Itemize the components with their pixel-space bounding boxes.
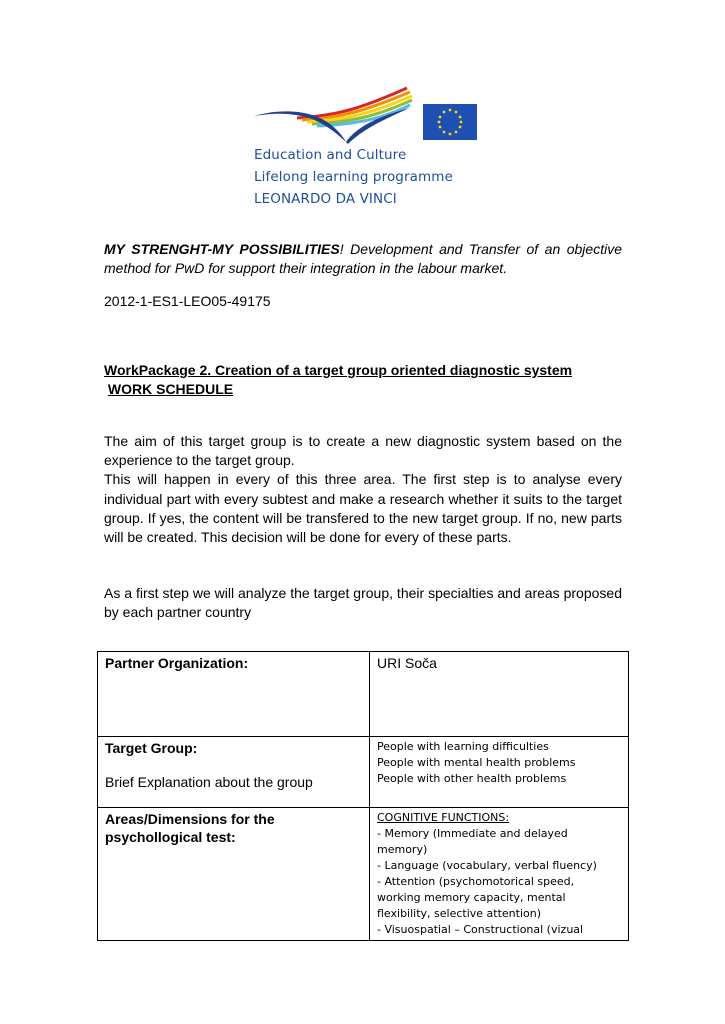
table-row [98, 808, 629, 941]
cognitive-function-item: - Language (vocabulary, verbal fluency) [377, 859, 597, 872]
table-cell-value [370, 652, 629, 737]
logo-text-line-1: Education and Culture [254, 147, 407, 163]
table-cell-label [98, 808, 370, 941]
table-row [98, 737, 629, 808]
table-cell-value [370, 808, 629, 941]
table-cell-value [370, 737, 629, 808]
workpackage-title: WorkPackage 2. Creation of a target group oriented diagnostic system [104, 362, 573, 378]
program-logo [242, 78, 482, 210]
project-title [104, 240, 622, 278]
table-cell-label [98, 737, 370, 808]
aim-paragraph [104, 432, 622, 547]
areas-dimensions-label: Areas/Dimensions for the psychollogical test: [105, 811, 275, 845]
target-group-explanation-label: Brief Explanation about the group [105, 774, 313, 790]
workpackage-subtitle [104, 380, 233, 399]
target-group-item: People with other health problems [377, 772, 567, 785]
process-sentence: This will happen in every of this three area. The first step is to analyse every individual part with every subtest and make a research whether it suits to the target group. If yes, the content will be transfered to the new target group. If no, new parts will be created. This decision will be done for every of these parts. [104, 471, 622, 546]
cognitive-functions-heading: COGNITIVE FUNCTIONS: [377, 811, 510, 824]
workpackage-subtitle-text: WORK SCHEDULE [107, 381, 234, 397]
table-cell-label [98, 652, 370, 737]
target-group-item: People with learning difficulties [377, 740, 549, 753]
project-title-emphasis: MY STRENGHT-MY POSSIBILITIES [104, 241, 340, 257]
project-code: 2012-1-ES1-LEO05-49175 [104, 293, 271, 309]
cognitive-function-item: - Memory (Immediate and delayed memory) [377, 827, 568, 856]
target-group-item: People with mental health problems [377, 756, 576, 769]
cognitive-function-item: - Attention (psychomotorical speed, working memory capacity, mental flexibility, selective attention) [377, 875, 575, 920]
target-group-label: Target Group: [105, 740, 198, 756]
partner-table [97, 651, 629, 941]
logo-text-line-3: LEONARDO DA VINCI [254, 191, 397, 207]
project-title-rest: ! Development and Transfer of an objective method for PwD for support their integration in the labour market. [104, 241, 622, 276]
first-step-paragraph: As a first step we will analyze the target group, their specialties and areas proposed by each partner country [104, 585, 622, 621]
partner-organization-label: Partner Organization: [105, 655, 249, 671]
logo-text-line-2: Lifelong learning programme [254, 169, 453, 185]
partner-organization-value: URI Soča [377, 655, 437, 671]
cognitive-function-item: - Visuospatial – Constructional (vizual [377, 923, 584, 936]
table-row [98, 652, 629, 737]
swoosh-logo-graphic [242, 78, 482, 153]
aim-sentence: The aim of this target group is to create a new diagnostic system based on the experience to the target group. [104, 433, 622, 469]
